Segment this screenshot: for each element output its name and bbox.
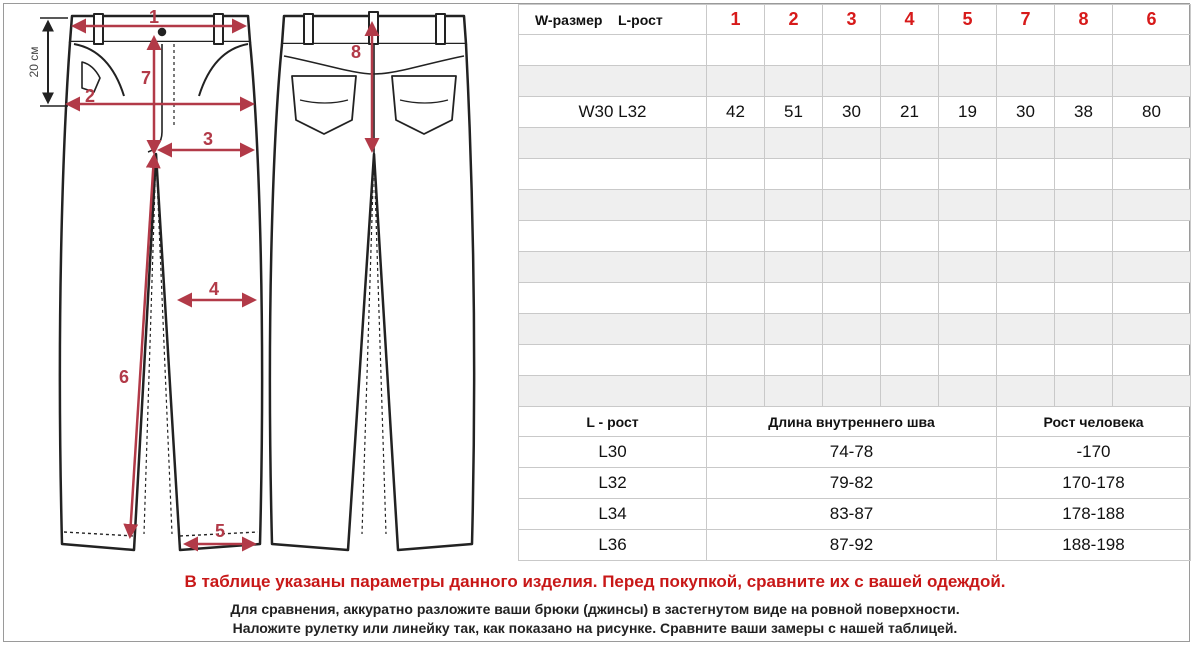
table-cell xyxy=(519,376,707,407)
table-cell xyxy=(1055,35,1113,66)
table-header-row xyxy=(519,5,1191,35)
table-cell xyxy=(823,221,881,252)
side-dimension-label: 20 см xyxy=(27,46,41,78)
table-cell xyxy=(1055,376,1113,407)
footer-instruction-1: Для сравнения, аккуратно разложите ваши брюки (джинсы) в застегнутом виде на ровной поверхности. xyxy=(230,601,960,617)
table-cell xyxy=(765,345,823,376)
table-cell xyxy=(997,221,1055,252)
table-row xyxy=(519,221,1191,252)
table-cell xyxy=(939,252,997,283)
measure-label-8: 8 xyxy=(350,42,362,62)
column-number: 7 xyxy=(997,5,1055,35)
column-number: 2 xyxy=(765,5,823,35)
footer-warning: В таблице указаны параметры данного изделия. Перед покупкой, сравните их с вашей одеждой. xyxy=(184,572,1006,591)
table-cell xyxy=(939,128,997,159)
table-cell xyxy=(997,376,1055,407)
header-size-label: W-размер L-рост xyxy=(519,5,707,35)
table-cell xyxy=(1113,128,1191,159)
table-cell xyxy=(823,159,881,190)
table-cell xyxy=(707,252,765,283)
table-cell xyxy=(1055,128,1113,159)
table-cell xyxy=(765,159,823,190)
table-row xyxy=(519,283,1191,314)
table-cell xyxy=(1113,66,1191,97)
table-cell xyxy=(707,283,765,314)
table-cell xyxy=(519,66,707,97)
table-cell xyxy=(707,128,765,159)
table-cell: 30 xyxy=(823,97,881,128)
table-cell xyxy=(1113,190,1191,221)
table-cell: 42 xyxy=(707,97,765,128)
table-cell xyxy=(1055,221,1113,252)
table-row xyxy=(519,190,1191,221)
table-cell xyxy=(765,221,823,252)
table-cell xyxy=(881,66,939,97)
measure-label-2: 2 xyxy=(84,86,96,106)
column-number: 4 xyxy=(881,5,939,35)
table-cell xyxy=(765,128,823,159)
table-cell xyxy=(997,345,1055,376)
column-number: 8 xyxy=(1055,5,1113,35)
table-cell xyxy=(707,345,765,376)
table-cell xyxy=(1113,283,1191,314)
table-row xyxy=(519,159,1191,190)
table-cell xyxy=(939,221,997,252)
table-cell xyxy=(1055,283,1113,314)
column-number: 1 xyxy=(707,5,765,35)
table-cell xyxy=(519,128,707,159)
table-row xyxy=(519,252,1191,283)
length-cell-l: L34 xyxy=(519,499,707,530)
footer-note xyxy=(4,561,1186,639)
table-cell xyxy=(939,66,997,97)
measure-label-7: 7 xyxy=(140,68,152,88)
table-cell xyxy=(881,345,939,376)
table-cell xyxy=(519,190,707,221)
table-cell xyxy=(823,252,881,283)
table-row xyxy=(519,128,1191,159)
table-cell xyxy=(823,190,881,221)
length-header-l: L - рост xyxy=(519,407,707,437)
table-cell xyxy=(997,35,1055,66)
table-cell xyxy=(823,376,881,407)
table-cell xyxy=(881,159,939,190)
table-cell xyxy=(1113,159,1191,190)
table-cell xyxy=(997,283,1055,314)
row-size-label: W30 L32 xyxy=(519,97,707,128)
length-header-row xyxy=(519,407,1191,437)
table-cell xyxy=(519,159,707,190)
table-cell xyxy=(939,35,997,66)
table-cell: 80 xyxy=(1113,97,1191,128)
table-cell xyxy=(997,159,1055,190)
table-cell xyxy=(823,314,881,345)
length-cell-seam: 87-92 xyxy=(707,530,997,561)
length-row xyxy=(519,530,1191,561)
table-row xyxy=(519,66,1191,97)
table-cell xyxy=(519,283,707,314)
table-cell xyxy=(997,190,1055,221)
table-cell xyxy=(707,221,765,252)
table-cell xyxy=(823,66,881,97)
side-dimension xyxy=(27,18,68,106)
table-cell xyxy=(939,376,997,407)
table-cell: 30 xyxy=(997,97,1055,128)
table-cell xyxy=(765,66,823,97)
table-cell xyxy=(823,128,881,159)
table-cell xyxy=(707,190,765,221)
table-cell xyxy=(765,376,823,407)
table-cell xyxy=(1055,190,1113,221)
length-row xyxy=(519,437,1191,468)
table-cell xyxy=(707,35,765,66)
footer-instruction-2: Наложите рулетку или линейку так, как показано на рисунке. Сравните ваши замеры с нашей таблицей. xyxy=(232,620,958,636)
table-cell xyxy=(881,314,939,345)
length-header-seam: Длина внутреннего шва xyxy=(707,407,997,437)
table-cell xyxy=(1113,314,1191,345)
table-cell xyxy=(519,314,707,345)
length-cell-height: -170 xyxy=(997,437,1191,468)
table-cell xyxy=(939,190,997,221)
size-table xyxy=(518,4,1191,561)
measure-label-1: 1 xyxy=(148,7,160,27)
measure-label-5: 5 xyxy=(214,521,226,541)
table-cell xyxy=(939,159,997,190)
table-cell: 21 xyxy=(881,97,939,128)
table-cell xyxy=(823,35,881,66)
table-cell xyxy=(881,128,939,159)
table-cell xyxy=(1113,345,1191,376)
length-cell-l: L36 xyxy=(519,530,707,561)
jeans-measurement-diagram xyxy=(4,4,518,560)
table-row xyxy=(519,345,1191,376)
length-cell-height: 178-188 xyxy=(997,499,1191,530)
table-cell xyxy=(881,35,939,66)
table-cell xyxy=(997,66,1055,97)
table-cell xyxy=(1055,314,1113,345)
length-cell-l: L30 xyxy=(519,437,707,468)
table-cell xyxy=(997,128,1055,159)
table-cell xyxy=(1055,345,1113,376)
table-cell xyxy=(1113,221,1191,252)
table-cell xyxy=(939,283,997,314)
table-cell xyxy=(519,221,707,252)
length-cell-seam: 74-78 xyxy=(707,437,997,468)
table-cell xyxy=(519,345,707,376)
table-cell xyxy=(765,35,823,66)
table-cell xyxy=(707,376,765,407)
length-cell-seam: 83-87 xyxy=(707,499,997,530)
table-cell xyxy=(1055,159,1113,190)
table-cell xyxy=(519,252,707,283)
measure-label-3: 3 xyxy=(202,129,214,149)
column-number: 3 xyxy=(823,5,881,35)
column-number: 5 xyxy=(939,5,997,35)
table-cell xyxy=(881,221,939,252)
table-cell: 38 xyxy=(1055,97,1113,128)
table-row xyxy=(519,97,1191,128)
table-cell xyxy=(997,252,1055,283)
table-cell xyxy=(881,283,939,314)
table-cell xyxy=(939,314,997,345)
table-cell xyxy=(881,252,939,283)
table-cell xyxy=(1055,66,1113,97)
measure-label-4: 4 xyxy=(208,279,220,299)
table-cell xyxy=(707,66,765,97)
table-cell xyxy=(939,345,997,376)
table-cell xyxy=(881,190,939,221)
table-cell: 19 xyxy=(939,97,997,128)
table-cell xyxy=(765,252,823,283)
table-cell xyxy=(1113,252,1191,283)
length-cell-height: 170-178 xyxy=(997,468,1191,499)
length-cell-l: L32 xyxy=(519,468,707,499)
table-row xyxy=(519,314,1191,345)
table-row xyxy=(519,35,1191,66)
table-cell xyxy=(823,345,881,376)
table-cell xyxy=(997,314,1055,345)
table-row xyxy=(519,376,1191,407)
column-number: 6 xyxy=(1113,5,1191,35)
table-cell xyxy=(1055,252,1113,283)
table-cell xyxy=(1113,376,1191,407)
length-row xyxy=(519,499,1191,530)
length-cell-height: 188-198 xyxy=(997,530,1191,561)
table-cell xyxy=(1113,35,1191,66)
table-cell xyxy=(881,376,939,407)
table-cell xyxy=(823,283,881,314)
table-cell xyxy=(519,35,707,66)
length-cell-seam: 79-82 xyxy=(707,468,997,499)
length-row xyxy=(519,468,1191,499)
table-cell xyxy=(707,159,765,190)
measure-label-6: 6 xyxy=(118,367,130,387)
table-cell xyxy=(765,314,823,345)
table-cell xyxy=(707,314,765,345)
table-cell: 51 xyxy=(765,97,823,128)
table-cell xyxy=(765,190,823,221)
table-cell xyxy=(765,283,823,314)
length-header-height: Рост человека xyxy=(997,407,1191,437)
